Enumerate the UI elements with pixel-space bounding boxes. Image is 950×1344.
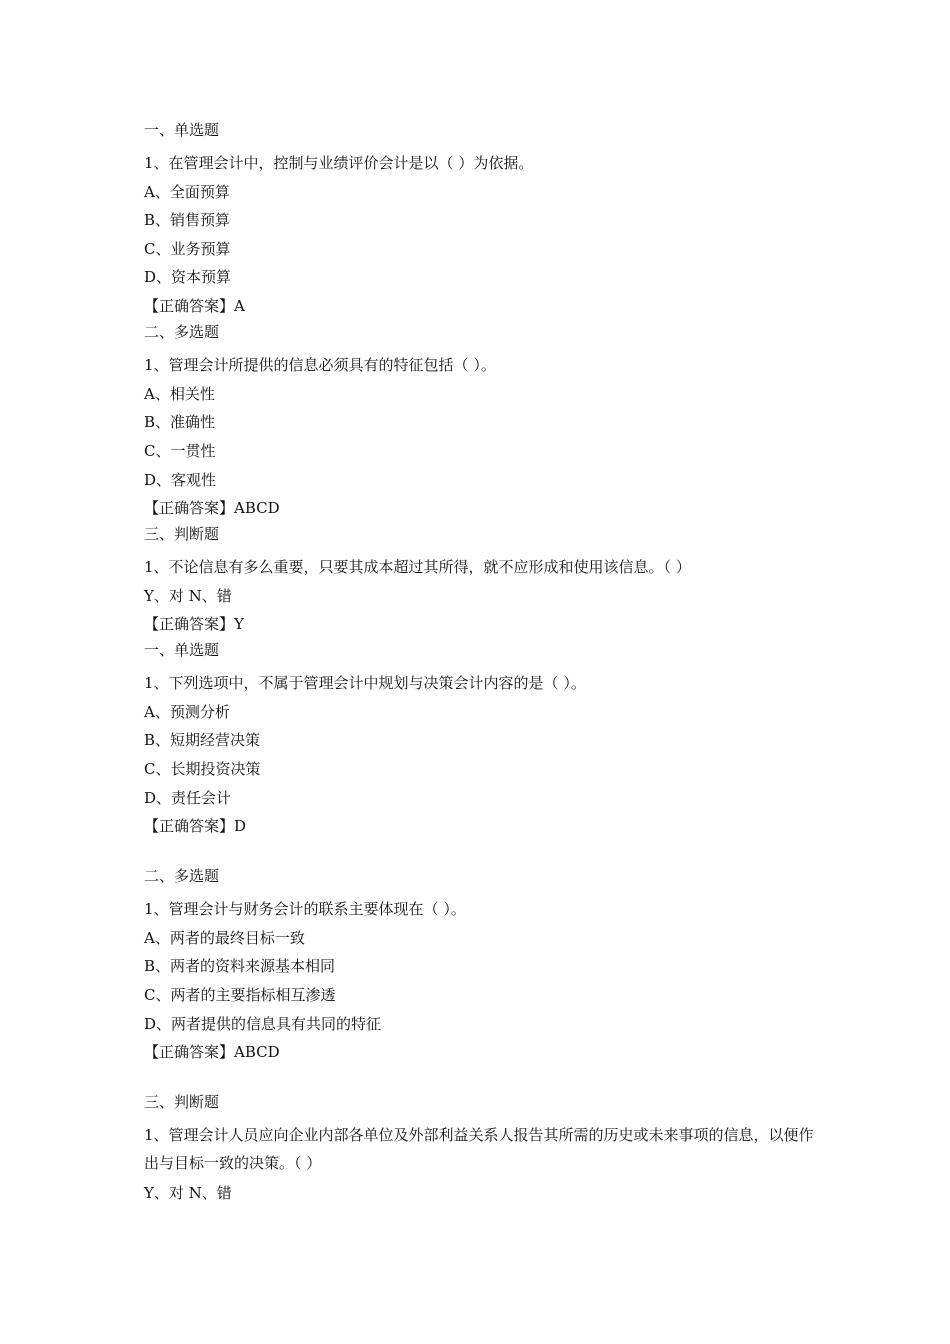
correct-answer: 【正确答案】A [144,297,245,315]
correct-answer: 【正确答案】ABCD [144,1043,280,1061]
option-d: D、客观性 [144,471,217,489]
question-text: 1、管理会计人员应向企业内部各单位及外部利益关系人报告其所需的历史或未来事项的信息，以便作出与目标一致的决策。（ ） [144,1126,814,1172]
section-heading-single-choice: 一、单选题 [144,121,220,139]
question-text: 1、在管理会计中，控制与业绩评价会计是以（ ）为依据。 [144,154,534,172]
correct-answer: 【正确答案】D [144,817,247,835]
correct-answer: 【正确答案】ABCD [144,499,280,517]
option-b: B、短期经营决策 [144,731,261,749]
option-c: C、业务预算 [144,240,231,258]
section-heading-true-false: 三、判断题 [144,1093,220,1111]
option-c: C、长期投资决策 [144,760,261,778]
option-a: A、相关性 [144,385,215,403]
question-text: 1、不论信息有多么重要，只要其成本超过其所得，就不应形成和使用该信息。（ ） [144,558,691,576]
option-a: A、预测分析 [144,703,230,721]
option-c: C、一贯性 [144,442,216,460]
question-text: 1、管理会计所提供的信息必须具有的特征包括（ ）。 [144,356,496,374]
option-a: A、全面预算 [144,183,230,201]
option-a: A、两者的最终目标一致 [144,929,305,947]
option-d: D、责任会计 [144,789,232,807]
option-d: D、资本预算 [144,268,232,286]
option-c: C、两者的主要指标相互渗透 [144,986,336,1004]
option-b: B、两者的资料来源基本相同 [144,957,336,975]
option-b: B、销售预算 [144,211,231,229]
section-heading-multiple-choice: 二、多选题 [144,323,220,341]
true-false-options: Y、对 N、错 [144,587,232,605]
correct-answer: 【正确答案】Y [144,615,244,633]
section-heading-true-false: 三、判断题 [144,525,220,543]
option-b: B、准确性 [144,413,216,431]
section-heading-multiple-choice: 二、多选题 [144,867,220,885]
true-false-options: Y、对 N、错 [144,1184,232,1202]
option-d: D、两者提供的信息具有共同的特征 [144,1015,382,1033]
section-heading-single-choice: 一、单选题 [144,641,220,659]
question-text: 1、管理会计与财务会计的联系主要体现在（ ）。 [144,900,466,918]
question-text: 1、下列选项中，不属于管理会计中规划与决策会计内容的是（ ）。 [144,674,586,692]
